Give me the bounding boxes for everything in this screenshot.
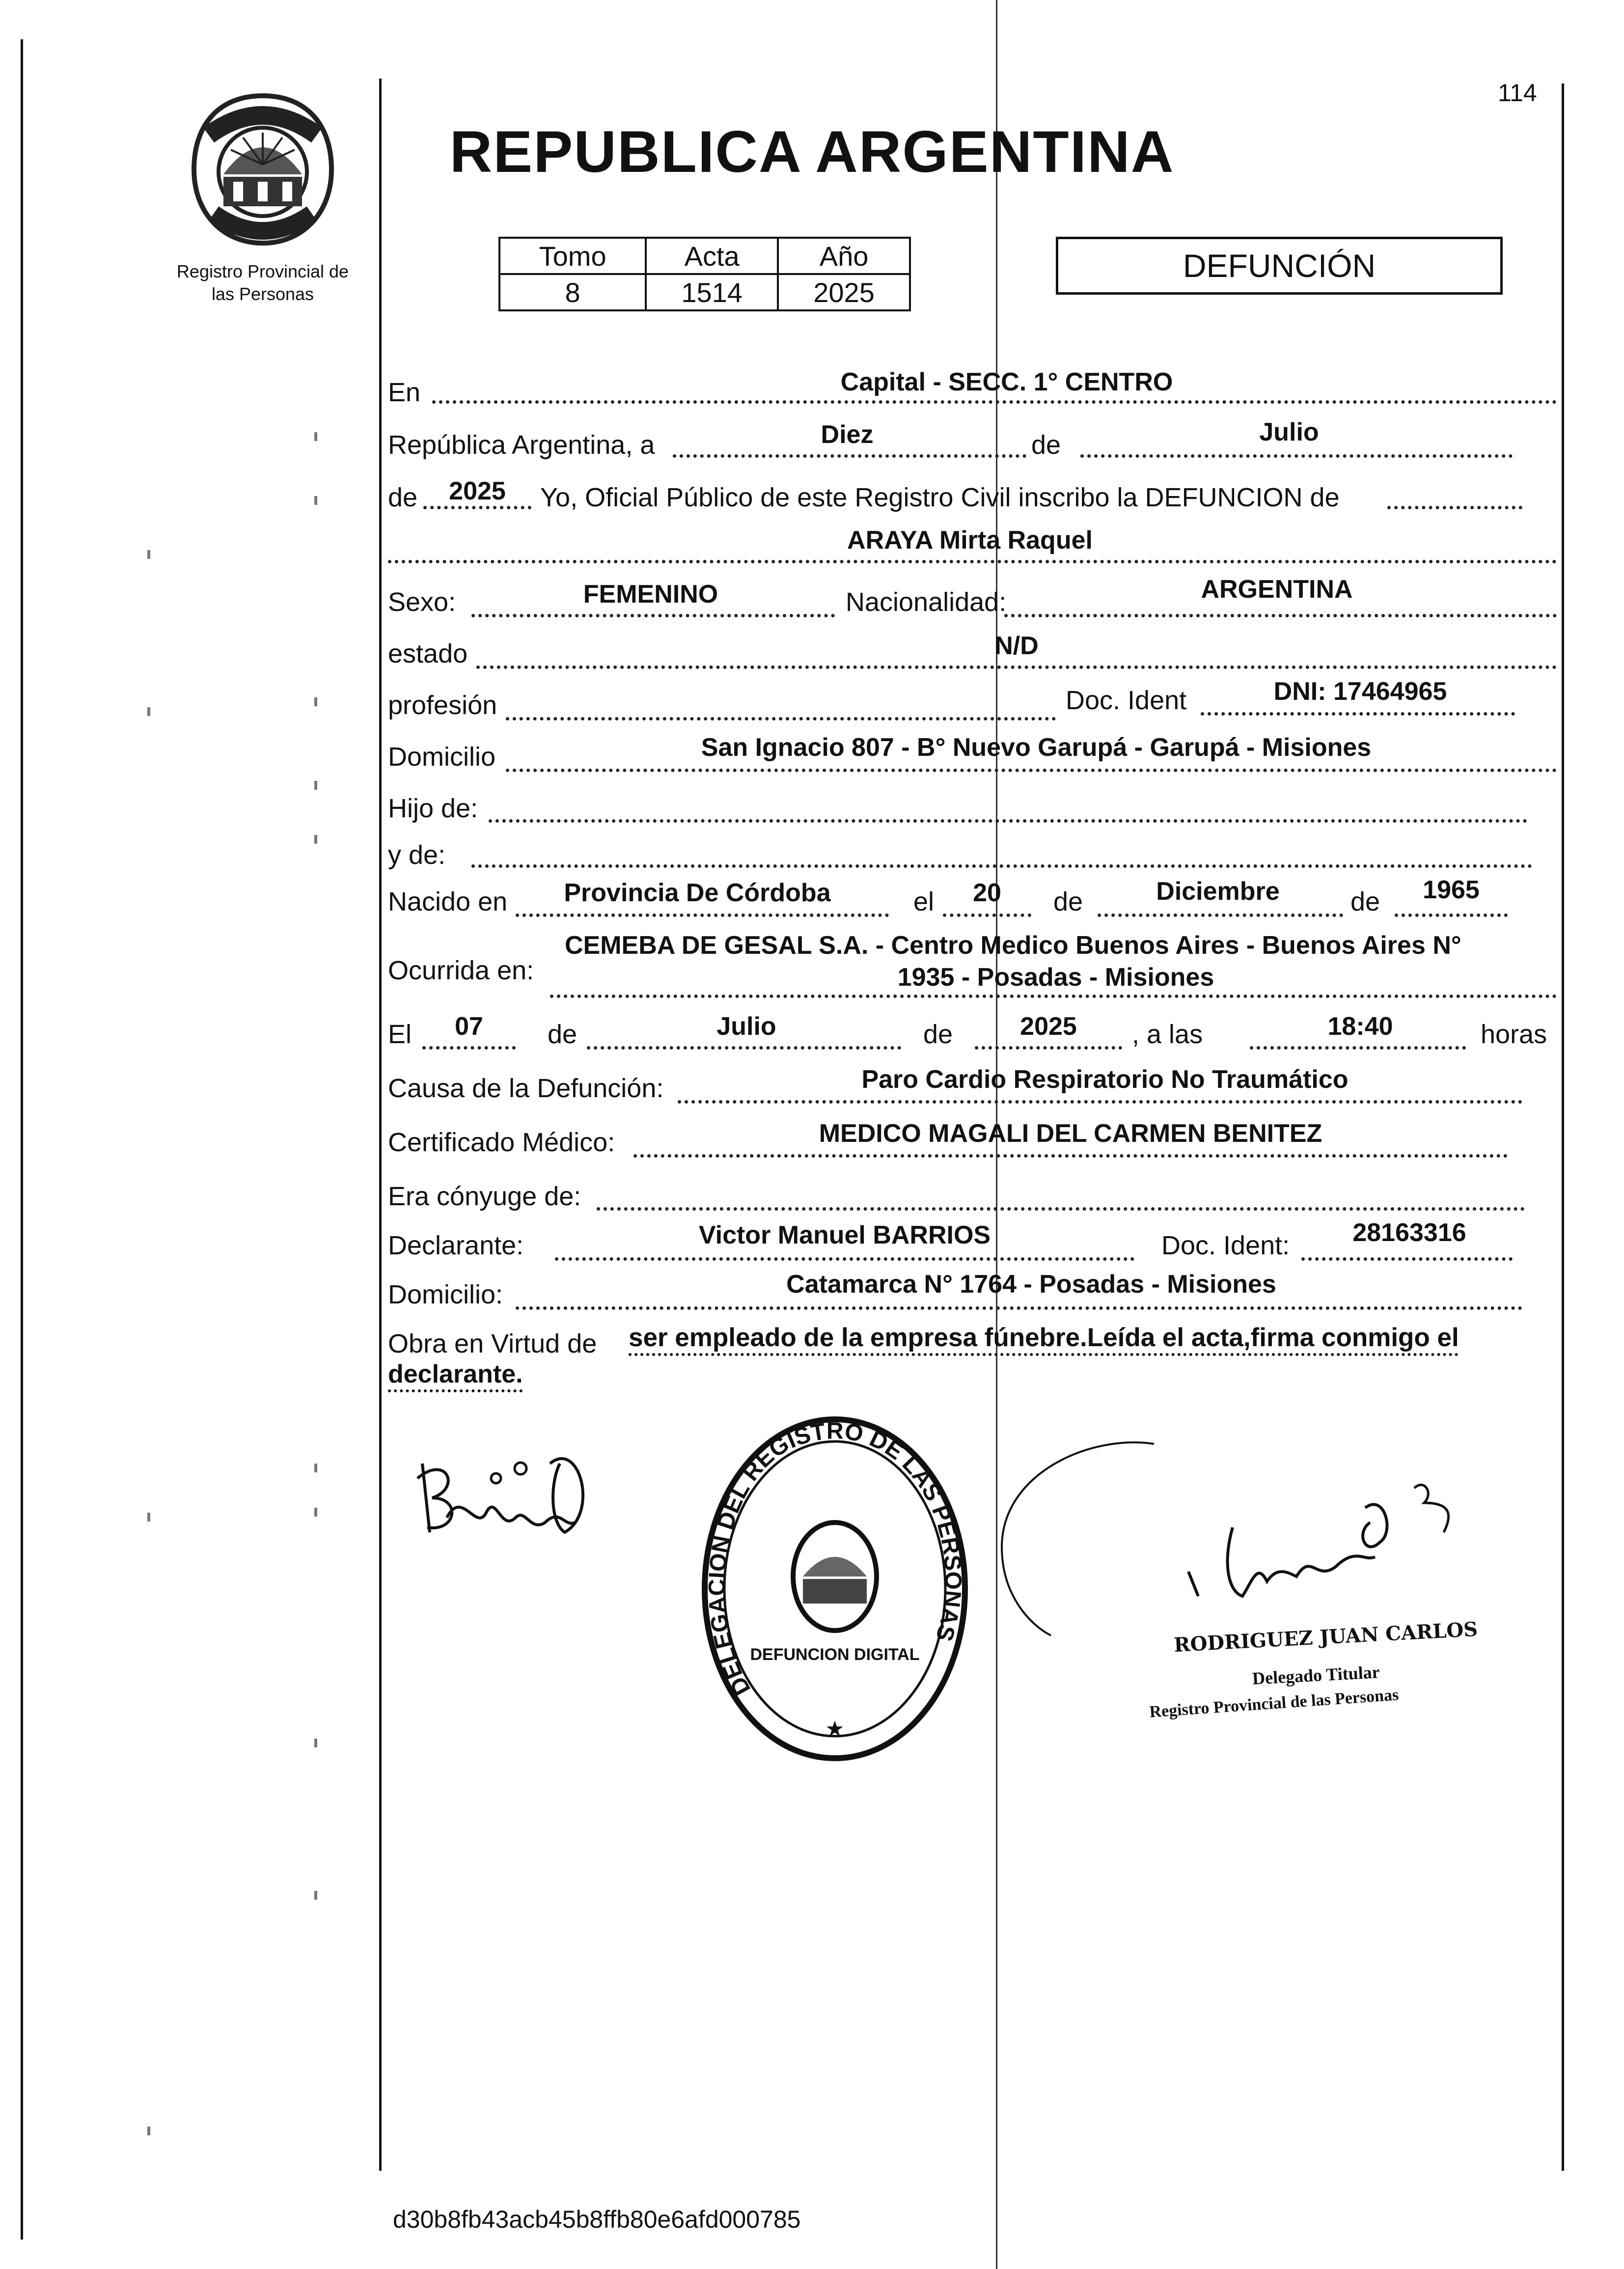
line-inscribo [1387, 506, 1522, 509]
label-yde: y de: [388, 840, 446, 870]
label-nacionalidad: Nacionalidad: [846, 587, 1007, 617]
label-en: En [388, 378, 421, 407]
value-def-dia: 07 [455, 1012, 483, 1041]
declarant-signature [403, 1434, 609, 1552]
value-nombre: ARAYA Mirta Raquel [847, 526, 1093, 554]
header-anio: Año [778, 238, 910, 274]
registry-name-line1: Registro Provincial de [176, 261, 349, 281]
margin-mark [314, 781, 317, 790]
line-mes [1080, 454, 1513, 458]
line-nombre [388, 560, 1557, 563]
value-declarante: Victor Manuel BARRIOS [698, 1221, 991, 1249]
line-decl-doc [1301, 1257, 1513, 1261]
seal-ring-text: DELEGACIÓN DEL REGISTRO DE LAS PERSONAS [704, 1418, 966, 1700]
value-estado: N/D [994, 632, 1039, 660]
value-anio: 2025 [778, 274, 910, 310]
line-profesion [506, 717, 1056, 720]
line-hora [1250, 1046, 1466, 1050]
label-domicilio: Domicilio [388, 742, 496, 772]
value-hora: 18:40 [1327, 1012, 1393, 1041]
margin-mark [314, 1508, 317, 1517]
value-anio: 2025 [449, 477, 506, 505]
line-domicilio [506, 769, 1557, 772]
registry-official-seal [697, 1414, 972, 1768]
label-declarante: Declarante: [388, 1231, 524, 1260]
margin-mark [314, 1464, 317, 1472]
signatory-institution: Registro Provincial de las Personas [1149, 1686, 1400, 1721]
label-conyuge: Era cónyuge de: [388, 1182, 581, 1211]
form-right-border [1562, 83, 1564, 2171]
line-ocurrida [550, 995, 1557, 998]
signatory-name: RODRIGUEZ JUAN CARLOS [1173, 1617, 1479, 1657]
value-nacido: Provincia De Córdoba [564, 879, 831, 907]
line-nacionalidad [1004, 614, 1557, 617]
label-hijo: Hijo de: [388, 794, 478, 823]
line-nac-dia [943, 913, 1031, 917]
label-el2: El [388, 1020, 412, 1049]
value-sexo: FEMENINO [583, 580, 718, 609]
header-tomo: Tomo [499, 238, 646, 274]
label-certificado: Certificado Médico: [388, 1128, 615, 1157]
margin-mark [314, 496, 317, 505]
label-nac-de2: de [1350, 887, 1380, 916]
value-obra-line2: declarante. [388, 1360, 523, 1388]
margin-mark [314, 835, 317, 844]
value-nac-dia: 20 [973, 879, 1001, 907]
margin-mark [147, 550, 150, 559]
label-decl-domicilio: Domicilio: [388, 1280, 503, 1309]
seal-inner-text: DEFUNCION DIGITAL [750, 1645, 920, 1664]
value-dia: Diez [821, 420, 874, 449]
label-def-de2: de [923, 1020, 953, 1049]
label-nac-de: de [1053, 887, 1083, 916]
line-decl-domicilio [516, 1306, 1522, 1310]
line-def-anio [975, 1046, 1122, 1050]
label-causa: Causa de la Defunción: [388, 1074, 664, 1103]
seal-star-icon: ★ [825, 1717, 845, 1741]
line-yde [471, 864, 1532, 868]
value-domicilio: San Ignacio 807 - B° Nuevo Garupá - Garupá - Misiones [701, 733, 1372, 762]
left-margin-line [21, 39, 23, 2240]
value-decl-doc: 28163316 [1352, 1218, 1466, 1247]
label-obra: Obra en Virtud de [388, 1329, 597, 1358]
inscribo-text: Yo, Oficial Público de este Registro Civil inscribo la DEFUNCION de [540, 483, 1340, 512]
label-republica: República Argentina, a [388, 430, 655, 460]
label-ocurrida: Ocurrida en: [388, 956, 534, 985]
line-certificado [633, 1154, 1508, 1158]
line-causa [678, 1100, 1522, 1104]
value-def-mes: Julio [716, 1012, 776, 1041]
official-signature [992, 1434, 1483, 1640]
label-horas: horas [1481, 1020, 1547, 1049]
label-estado: estado [388, 639, 468, 668]
label-sexo: Sexo: [388, 587, 456, 617]
page-number: 114 [1498, 79, 1537, 107]
document-title: REPUBLICA ARGENTINA [449, 119, 1175, 185]
margin-mark [147, 707, 150, 716]
value-tomo: 8 [499, 274, 646, 310]
line-en [432, 400, 1557, 404]
margin-mark [314, 697, 317, 706]
label-de2: de [388, 483, 418, 512]
label-el: el [913, 887, 935, 916]
value-causa: Paro Cardio Respiratorio No Traumático [861, 1065, 1349, 1094]
value-ocurrida-line2: 1935 - Posadas - Misiones [897, 963, 1214, 992]
document-hash: d30b8fb43acb45b8ffb80e6afd000785 [393, 2206, 801, 2233]
signatory-role: Delegado Titular [1252, 1662, 1380, 1688]
line-anio [423, 506, 531, 509]
record-type-box: DEFUNCIÓN [1056, 237, 1503, 295]
value-acta: 1514 [646, 274, 778, 310]
margin-mark [147, 2127, 150, 2135]
margin-mark [147, 1513, 150, 1522]
header-acta: Acta [646, 238, 778, 274]
line-nac-mes [1098, 913, 1343, 917]
value-certificado: MEDICO MAGALI DEL CARMEN BENITEZ [819, 1119, 1322, 1148]
line-doc [1201, 712, 1515, 716]
form-left-border [379, 79, 382, 2171]
line-sexo [471, 614, 835, 617]
line-estado [476, 665, 1557, 669]
value-def-anio: 2025 [1020, 1012, 1077, 1041]
line-declarante [555, 1257, 1134, 1261]
line-conyuge [597, 1207, 1525, 1211]
margin-mark [314, 432, 317, 441]
value-doc: DNI: 17464965 [1273, 677, 1447, 706]
value-obra-line1: ser empleado de la empresa fúnebre.Leída el acta,firma conmigo el [629, 1323, 1459, 1352]
value-nac-anio: 1965 [1423, 876, 1480, 904]
label-decl-doc: Doc. Ident: [1161, 1231, 1290, 1260]
margin-mark [314, 1891, 317, 1900]
value-mes: Julio [1259, 418, 1319, 446]
value-decl-domicilio: Catamarca N° 1764 - Posadas - Misiones [786, 1270, 1276, 1299]
registry-name-line2: las Personas [211, 284, 314, 304]
label-alas: , a las [1132, 1020, 1203, 1049]
value-en: Capital - SECC. 1° CENTRO [840, 368, 1173, 396]
value-nac-mes: Diciembre [1156, 877, 1280, 906]
line-def-mes [587, 1046, 901, 1050]
value-nacionalidad: ARGENTINA [1201, 575, 1353, 604]
line-dia [673, 454, 1026, 458]
label-de: de [1031, 430, 1061, 460]
record-table [498, 237, 911, 311]
label-profesion: profesión [388, 691, 497, 720]
label-doc: Doc. Ident [1066, 686, 1187, 715]
value-ocurrida-line1: CEMEBA DE GESAL S.A. - Centro Medico Buenos Aires - Buenos Aires N° [565, 931, 1461, 960]
label-def-de: de [548, 1020, 578, 1049]
line-nacido [516, 913, 889, 917]
line-def-dia [422, 1046, 516, 1050]
line-nac-anio [1395, 913, 1508, 917]
line-hijo [489, 819, 1527, 823]
label-nacido: Nacido en [388, 887, 508, 916]
margin-mark [314, 1739, 317, 1747]
